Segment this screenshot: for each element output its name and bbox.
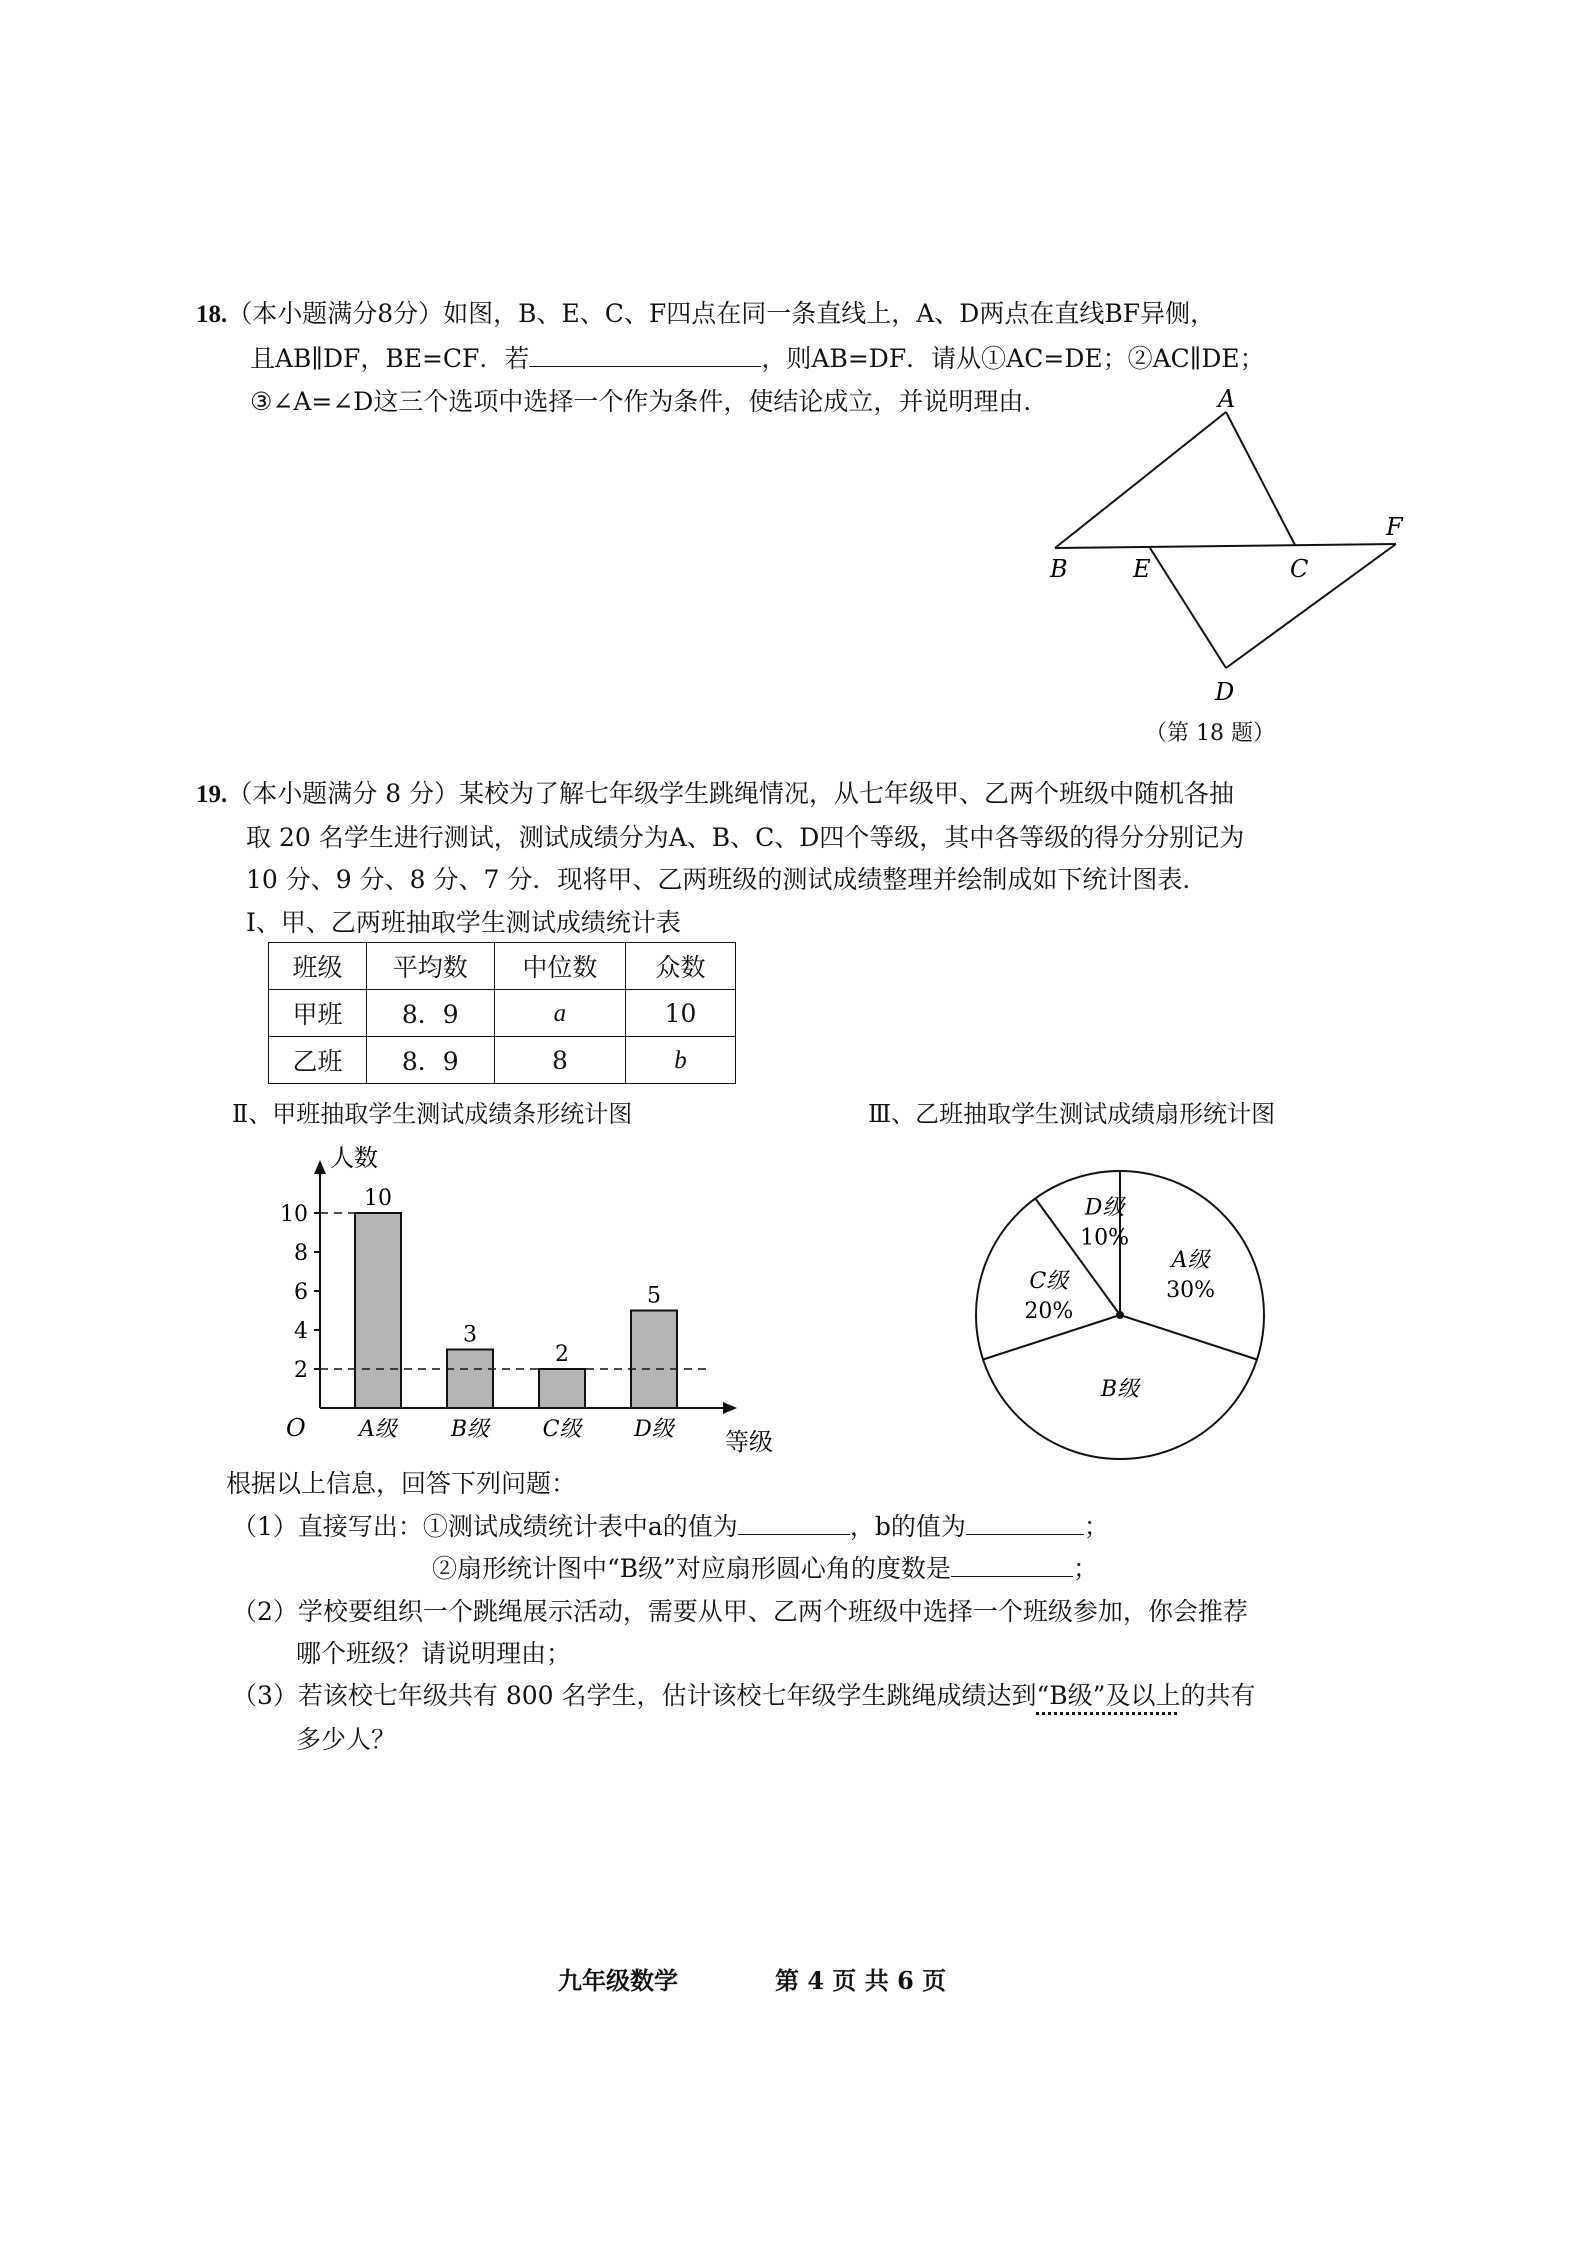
y-axis-label: 人数 — [330, 1144, 378, 1172]
q19-line1 — [196, 776, 1234, 813]
sub3-text-a: （3）若该校七年级共有 800 名学生，估计该校七年级学生跳绳成绩达到 — [232, 1681, 1037, 1710]
table-cell: 10 — [626, 990, 736, 1037]
sub1-text-b: ，b的值为 — [849, 1512, 966, 1541]
q19-sub3 — [232, 1678, 1255, 1714]
q19-number: 19. — [196, 781, 228, 808]
answer-blank-angle[interactable] — [951, 1550, 1073, 1577]
table-row — [269, 1037, 736, 1084]
sub1-text-c: ； — [1083, 1512, 1109, 1541]
q19-sub1 — [232, 1508, 1109, 1545]
table-header-row — [269, 943, 736, 990]
table-cell — [494, 990, 625, 1037]
answer-blank-b[interactable] — [966, 1508, 1084, 1535]
sub3-emphasis: “B级”及以上 — [1036, 1681, 1181, 1710]
origin-label: O — [286, 1414, 306, 1442]
q18-answer-blank[interactable] — [529, 340, 761, 367]
pie-slice-label: B级 — [1100, 1376, 1140, 1402]
q19-text-line1: （本小题满分 8 分）某校为了解七年级学生跳绳情况，从七年级甲、乙两个班级中随机各抽 — [227, 779, 1235, 808]
point-c-label: C — [1290, 555, 1309, 583]
q19-table-title: Ⅰ、甲、乙两班抽取学生测试成绩统计表 — [246, 908, 681, 937]
q18-text-line2a: 且AB∥DF，BE=CF．若 — [250, 344, 530, 373]
table-cell: 8．9 — [366, 990, 494, 1037]
q18-figure — [1030, 380, 1460, 710]
table-row — [269, 990, 736, 1037]
q18-figure-caption: （第 18 题） — [1145, 721, 1275, 746]
y-tick-label: 10 — [280, 1202, 308, 1227]
bar — [355, 1213, 401, 1408]
x-axis-arrow — [723, 1402, 737, 1414]
sub1-text-a: （1）直接写出：①测试成绩统计表中a的值为 — [232, 1512, 738, 1541]
y-tick-label: 8 — [294, 1241, 308, 1266]
x-tick-label: A级 — [359, 1417, 397, 1442]
pie-slice-percent: 30% — [1166, 1277, 1216, 1303]
bar-data-label: 2 — [555, 1342, 569, 1367]
q18-text-line2b: ，则AB=DF．请从①AC=DE；②AC∥DE； — [761, 344, 1265, 373]
answer-blank-a[interactable] — [738, 1508, 850, 1535]
pie-slice-divider — [1120, 1315, 1257, 1359]
sub1-text-e: ； — [1072, 1554, 1098, 1583]
table-header-cell: 中位数 — [494, 943, 625, 990]
q18-line2 — [250, 340, 1265, 377]
y-tick-label: 6 — [294, 1280, 308, 1305]
point-b-label: B — [1050, 555, 1068, 583]
bar-data-label: 10 — [364, 1186, 392, 1211]
q19-sub2-line2: 哪个班级？请说明理由； — [296, 1639, 572, 1668]
table-cell: 8．9 — [366, 1037, 494, 1084]
table-cell: 乙班 — [269, 1037, 367, 1084]
table-cell: 甲班 — [269, 990, 367, 1037]
q19-sub1-line2 — [432, 1550, 1098, 1587]
x-tick-label: B级 — [450, 1417, 490, 1442]
q19-sub2: （2）学校要组织一个跳绳展示活动，需要从甲、乙两个班级中选择一个班级参加，你会推荐 — [232, 1597, 1248, 1626]
q19-line3: 10 分、9 分、8 分、7 分．现将甲、乙两班级的测试成绩整理并绘制成如下统计图表． — [246, 865, 1208, 894]
sub1-text-d: ②扇形统计图中“B级”对应扇形圆心角的度数是 — [432, 1554, 951, 1583]
bar-chart — [260, 1140, 780, 1460]
q18-text-line1: （本小题满分8分）如图，B、E、C、F四点在同一条直线上，A、D两点在直线BF异侧， — [227, 299, 1216, 328]
pie-slice-percent: 20% — [1024, 1298, 1074, 1324]
footer-page-number: 第 4 页 共 6 页 — [775, 1966, 947, 1995]
y-tick-label: 4 — [294, 1319, 308, 1344]
sub3-text-b: 的共有 — [1180, 1681, 1256, 1710]
q18-line1 — [196, 296, 1215, 333]
bar-data-label: 3 — [463, 1322, 477, 1348]
table-cell-var: b — [674, 1047, 687, 1074]
bar — [539, 1369, 585, 1408]
x-tick-label: C级 — [542, 1417, 582, 1442]
y-axis-arrow — [314, 1160, 326, 1174]
y-tick-label: 2 — [294, 1358, 308, 1383]
table-cell: 8 — [494, 1037, 625, 1084]
q18-number: 18. — [196, 301, 228, 328]
bar-data-label: 5 — [647, 1283, 661, 1309]
table-cell — [626, 1037, 736, 1084]
bar-chart-title: Ⅱ、甲班抽取学生测试成绩条形统计图 — [232, 1100, 633, 1128]
stats-table — [268, 942, 736, 1084]
point-d-label: D — [1215, 678, 1235, 706]
table-header-cell: 平均数 — [366, 943, 494, 990]
q19-after-line: 根据以上信息，回答下列问题： — [226, 1469, 577, 1498]
pie-slice-label: C级 — [1029, 1268, 1069, 1294]
table-cell-var: a — [553, 1000, 567, 1027]
q19-sub3-line2: 多少人？ — [296, 1725, 397, 1754]
pie-slice-percent: 10% — [1080, 1225, 1130, 1251]
bar — [631, 1311, 677, 1409]
point-a-label: A — [1218, 385, 1236, 413]
footer-subject: 九年级数学 — [558, 1966, 678, 1995]
pie-chart-title: Ⅲ、乙班抽取学生测试成绩扇形统计图 — [868, 1100, 1276, 1128]
x-axis-label: 等级 — [725, 1428, 773, 1456]
x-tick-label: D级 — [634, 1417, 674, 1442]
table-header-cell: 众数 — [626, 943, 736, 990]
q19-line2: 取 20 名学生进行测试，测试成绩分为A、B、C、D四个等级，其中各等级的得分分别记为 — [246, 823, 1245, 852]
pie-slice-label: D级 — [1084, 1195, 1125, 1221]
bar — [447, 1350, 493, 1409]
q18-line3: ③∠A=∠D这三个选项中选择一个作为条件，使结论成立，并说明理由． — [250, 387, 1049, 416]
pie-slice-label: A级 — [1171, 1247, 1210, 1273]
point-f-label: F — [1386, 513, 1403, 541]
pie-center-dot — [1116, 1311, 1124, 1319]
table-header-cell: 班级 — [269, 943, 367, 990]
point-e-label: E — [1133, 555, 1151, 583]
pie-chart — [960, 1165, 1280, 1485]
